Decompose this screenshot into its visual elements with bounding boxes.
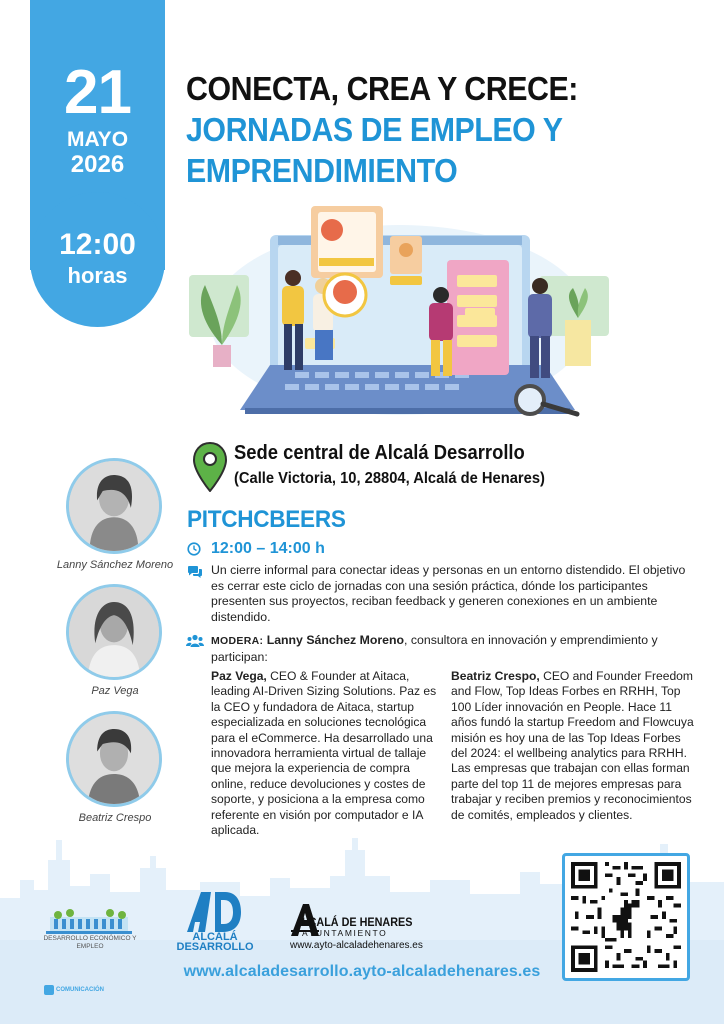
- location-pin-icon: [193, 442, 227, 492]
- avatar: [66, 458, 162, 554]
- desarrollo-line: DESARROLLO: [176, 941, 254, 953]
- bio-text: CEO & Founder at Aitaca, leading AI-Driven Sizing Solutions. Paz es la CEO y fundadora de Aitaca, startup especializada en soluciones tecnológica para el eCommerce. Ha desarrollado una innovadora herramienta virtual de tallaje que mejora la experiencia de compra online, reduce devoluciones y costes de soporte, y posiciona a la empresa como referente en visión por computador e IA aplicada.: [211, 669, 437, 838]
- alcala-desarrollo-wordmark: [176, 932, 254, 952]
- speaker-name: Beatriz Crespo: [78, 812, 152, 824]
- comunicacion-icon: [44, 985, 54, 995]
- time-unit: horas: [67, 263, 128, 288]
- title-line-2: JORNADAS DE EMPLEO Y: [186, 111, 563, 148]
- speaker-name: Lanny Sánchez Moreno: [56, 559, 174, 571]
- date-year: 2026: [70, 151, 125, 178]
- ayuntamiento-subtitle: AYUNTAMIENTO: [302, 928, 388, 938]
- avatar: [66, 711, 162, 807]
- people-icon: [186, 634, 204, 648]
- event-description: Un cierre informal para conectar ideas y personas en un entorno distendido. El objetivo es cerrar este ciclo de jornadas con una sesión práctica, dónde los participantes presenten sus proyectos, reciban feedback y generen conexiones en un ambiente distendido.: [211, 563, 686, 624]
- hero-illustration: [185, 200, 615, 422]
- event-title: PITCHCBEERS: [187, 506, 346, 533]
- moderator-label: MODERA:: [211, 635, 264, 647]
- desarrollo-economico-label: DESARROLLO ECONÓMICO Y EMPLEO: [43, 935, 137, 950]
- title-line-1: CONECTA, CREA Y CRECE:: [186, 70, 578, 107]
- moderator-line: [211, 633, 691, 665]
- chat-icon: [187, 565, 203, 579]
- location-address: (Calle Victoria, 10, 28804, Alcalá de Henares): [234, 470, 545, 487]
- alcala-desarrollo-logo: [185, 890, 241, 934]
- time-value: 12:00: [59, 228, 136, 261]
- location-name: Sede central de Alcalá Desarrollo: [234, 442, 525, 464]
- bio-name: Paz Vega,: [211, 669, 267, 683]
- speaker-name: Paz Vega: [91, 685, 139, 697]
- qr-code-icon: [571, 862, 681, 972]
- ayuntamiento-url[interactable]: www.ayto-alcaladehenares.es: [290, 940, 423, 951]
- bio-text: CEO and Founder Freedom and Flow, Top Ideas Forbes en RRHH, Top 100 Líder innovación en People. Hace 11 años fundó la startup Freedom and Flowcuya misión es hoy una de las Top Ideas Forbes del 2024: el wellbeing analytics para RRHH. Las empresas que trabajan con ellas forman parte del top 11 de mejores empresas para trabajar y reciben premios y reconocimientos de comités, empleados y clientes.: [451, 669, 694, 822]
- date-day: 21: [64, 58, 131, 127]
- website-url[interactable]: [0, 963, 724, 981]
- avatar: [66, 584, 162, 680]
- title-line-3: EMPRENDIMIENTO: [186, 152, 458, 189]
- speaker-bio-paz: [211, 669, 439, 838]
- moderator-name: Lanny Sánchez Moreno: [266, 633, 405, 647]
- ayuntamiento-name: LCALÁ DE HENARES: [302, 915, 413, 929]
- event-time: 12:00 – 14:00 h: [211, 540, 325, 557]
- bio-name: Beatriz Crespo,: [451, 669, 540, 683]
- date-month: MAYO: [66, 128, 129, 151]
- website-text: www.alcaladesarrollo.ayto-alcaladehenares.es: [183, 963, 541, 980]
- qr-code[interactable]: [562, 853, 690, 981]
- clock-icon: [187, 542, 201, 556]
- moderator-text: , consultora en innovación y emprendimiento y participan:: [211, 633, 658, 664]
- alcala-line: ALCALÁ: [192, 931, 238, 943]
- speaker-bio-beatriz: [451, 669, 696, 823]
- comunicacion-label: COMUNICACIÓN: [56, 987, 104, 993]
